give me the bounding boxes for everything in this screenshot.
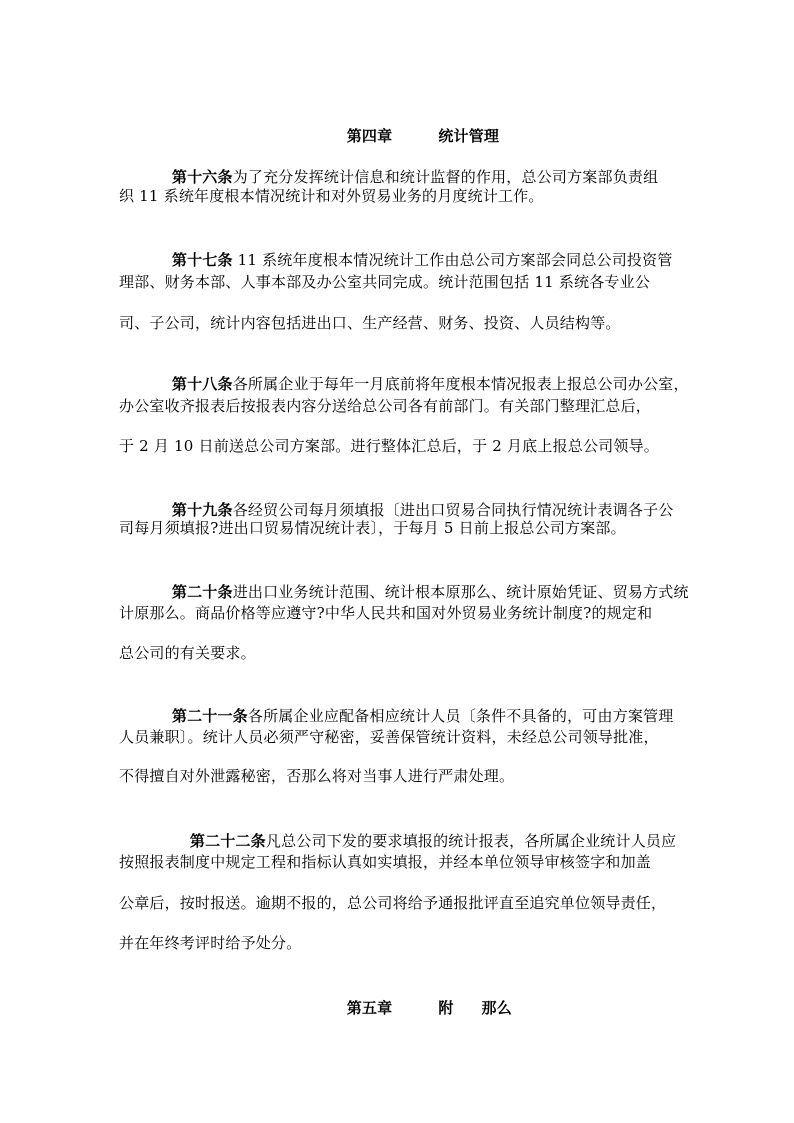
article-17-line-2: 理部、财务本部、人事本部及办公室共同完成。统计范围包括 11 系统各专业公	[119, 273, 651, 291]
article-18-head: 第十八条	[171, 375, 233, 393]
article-20-line-2: 计原那么。商品价格等应遵守?中华人民共和国对外贸易业务统计制度?的规定和	[119, 604, 653, 622]
chapter-4-label: 第四章	[346, 127, 393, 145]
article-19-text-1: 各经贸公司每月须填报〔进出口贸易合同执行情况统计表调各子公	[232, 501, 674, 519]
article-18-line-2: 办公室收齐报表后按报表内容分送给总公司各有前部门。有关部门整理汇总后，	[119, 397, 652, 415]
article-20-head: 第二十条	[171, 583, 233, 601]
article-20-line-3: 总公司的有关要求。	[119, 644, 256, 662]
article-21-line-3: 不得擅自对外泄露秘密，否那么将对当事人进行严肃处理。	[119, 767, 515, 785]
article-19-head: 第十九条	[171, 501, 233, 519]
chapter-5-heading	[325, 978, 512, 1038]
article-22-text-1: 凡总公司下发的要求填报的统计报表，各所属企业统计人员应	[265, 832, 677, 850]
article-21-text-1: 各所属企业应配备相应统计人员〔条件不具备的，可由方案管理	[247, 707, 674, 725]
article-22-line-2: 按照报表制度中规定工程和指标认真如实填报，并经本单位领导审核签字和加盖	[119, 853, 652, 871]
article-21-line-2: 人员兼职〕。统计人员必须严守秘密，妥善保管统计资料，未经总公司领导批准，	[119, 728, 659, 746]
chapter-5-word-1: 附	[438, 999, 454, 1017]
article-20-text-1: 进出口业务统计范围、统计根本原那么、统计原始凭证、贸易方式统	[232, 583, 689, 601]
article-21-head: 第二十一条	[171, 707, 248, 725]
chapter-4-title: 统计管理	[438, 127, 500, 145]
article-16-head: 第十六条	[171, 168, 233, 186]
article-16-line-2: 织 11 系统年度根本情况统计和对外贸易业务的月度统计工作。	[119, 187, 544, 205]
article-17-text-1: 11 系统年度根本情况统计工作由总公司方案部会同总公司投资管	[232, 251, 673, 269]
chapter-5-word-2: 那么	[481, 999, 512, 1017]
article-22-line-3: 公章后，按时报送。逾期不报的，总公司将给予通报批评直至追究单位领导责任，	[119, 894, 667, 912]
article-18-text-1: 各所属企业于每年一月底前将年度根本情况报表上报总公司办公室，	[232, 375, 689, 393]
article-22-line-4: 并在年终考评时给予处分。	[119, 934, 302, 952]
article-22-head: 第二十二条	[189, 832, 266, 850]
article-16-text-1: 为了充分发挥统计信息和统计监督的作用，总公司方案部负责组	[232, 168, 659, 186]
article-17-line-3: 司、子公司，统计内容包括进出口、生产经营、财务、投资、人员结构等。	[119, 314, 621, 332]
chapter-5-label: 第五章	[346, 999, 393, 1017]
article-18-line-3: 于 2 月 10 日前送总公司方案部。进行整体汇总后，于 2 月底上报总公司领导。	[119, 437, 659, 455]
article-19-line-2: 司每月须填报?进出口贸易情况统计表〕，于每月 5 日前上报总公司方案部。	[119, 519, 626, 537]
article-17-head: 第十七条	[171, 251, 233, 269]
